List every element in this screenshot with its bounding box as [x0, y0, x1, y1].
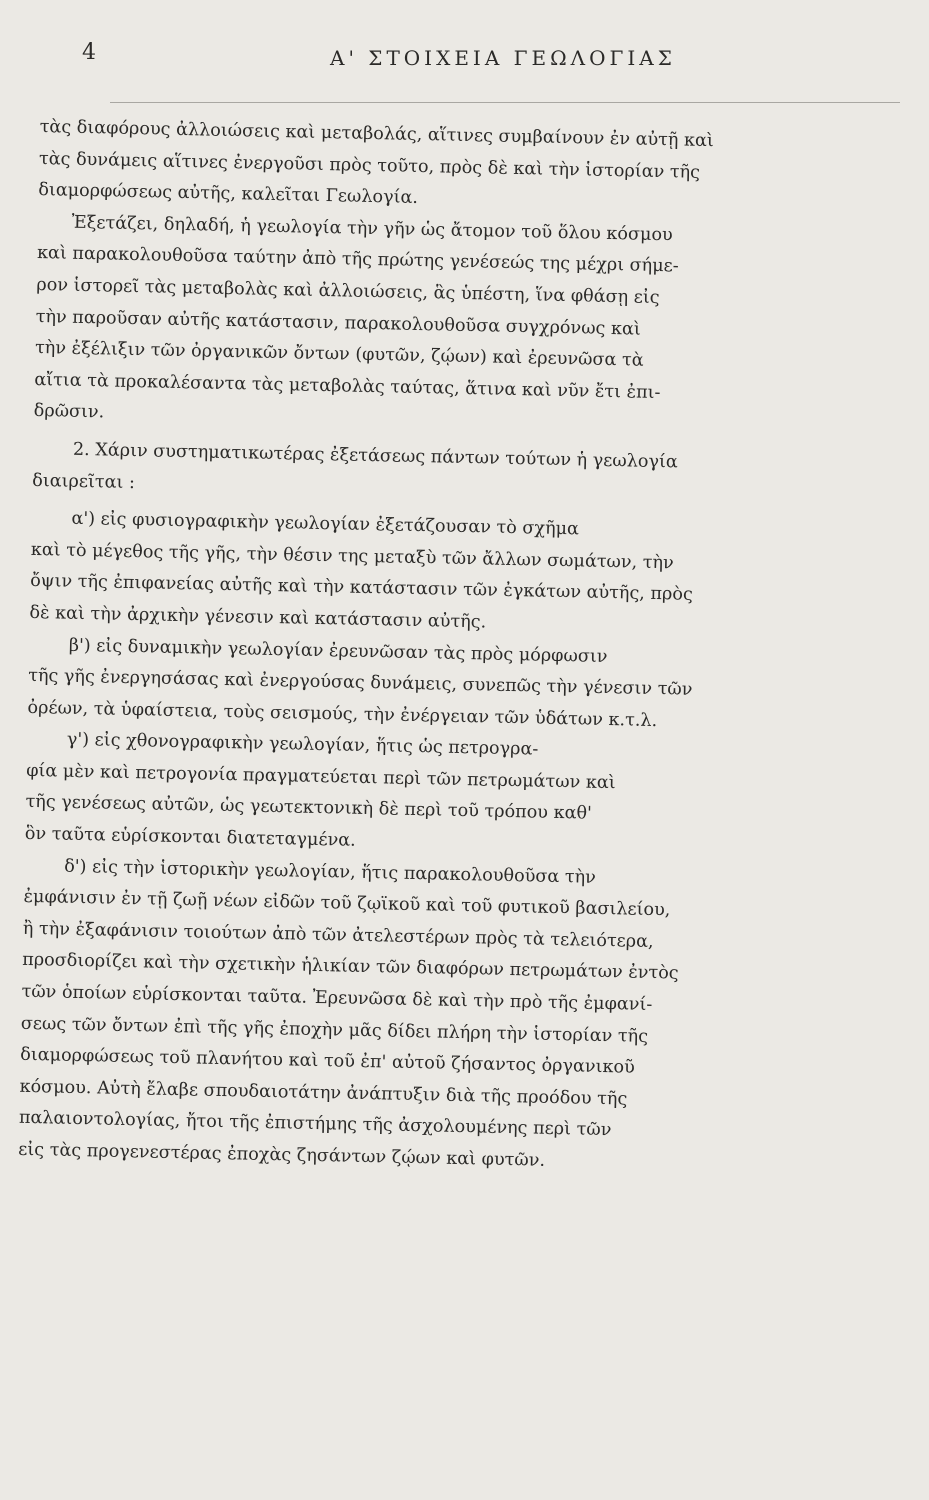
text-line: ὀρέων, τὰ ὑφαίστεια, τοὺς σεισμούς, τὴν ἐνέργειαν τῶν ὑδάτων κ.τ.λ. — [27, 697, 658, 731]
text-line: διαιρεῖται : — [32, 470, 136, 493]
text-line: τὰς διαφόρους ἀλλοιώσεις καὶ μεταβολάς, αἵτινες συμβαίνουν ἐν αὐτῇ καὶ — [39, 116, 714, 152]
body-text — [18, 112, 880, 1184]
text-line: φία μὲν καὶ πετρογονία πραγματεύεται περὶ τῶν πετρωμάτων καὶ — [25, 760, 616, 794]
text-line: Ἐξετάζει, δηλαδή, ἡ γεωλογία τὴν γῆν ὡς ἄτομον τοῦ ὅλου κόσμου — [71, 212, 673, 246]
text-line: τὴν παροῦσαν αὐτῆς κατάστασιν, παρακολουθοῦσα συγχρόνως καὶ — [35, 306, 641, 340]
text-line: προσδιορίζει καὶ τὴν σχετικὴν ἡλικίαν τῶν διαφόρων πετρωμάτων ἐντὸς — [22, 950, 679, 984]
text-line: ἐμφάνισιν ἐν τῇ ζωῇ νέων εἰδῶν τοῦ ζῳϊκοῦ καὶ τοῦ φυτικοῦ βασιλείου, — [23, 887, 671, 921]
text-line: σεως τῶν ὄντων ἐπὶ τῆς γῆς ἐποχὴν μᾶς δίδει πλήρη τὴν ἱστορίαν τῆς — [20, 1013, 649, 1047]
text-line: διαμορφώσεως αὐτῆς, καλεῖται Γεωλογία. — [38, 180, 419, 209]
text-line: α') εἰς φυσιογραφικὴν γεωλογίαν ἐξετάζουσαν τὸ σχῆμα — [71, 508, 580, 540]
text-line: δρῶσιν. — [33, 401, 105, 423]
text-line: αἴτια τὰ προκαλέσαντα τὰς μεταβολὰς ταύτας, ἅτινα καὶ νῦν ἔτι ἐπι- — [34, 369, 661, 403]
text-line: 2. Χάριν συστηματικωτέρας ἐξετάσεως πάντων τούτων ἡ γεωλογία — [72, 439, 678, 473]
text-line: ὄψιν τῆς ἐπιφανείας αὐτῆς καὶ τὴν κατάστασιν τῶν ἐγκάτων αὐτῆς, πρὸς — [29, 571, 694, 606]
text-line: δὲ καὶ τὴν ἀρχικὴν γένεσιν καὶ κατάστασιν αὐτῆς. — [29, 602, 487, 633]
text-line: καὶ τὸ μέγεθος τῆς γῆς, τὴν θέσιν της μεταξὺ τῶν ἄλλων σωμάτων, τὴν — [30, 539, 674, 574]
header-rule — [110, 102, 900, 103]
text-line: τῆς γενέσεως αὐτῶν, ὡς γεωτεκτονικὴ δὲ περὶ τοῦ τρόπου καθ' — [25, 792, 593, 825]
text-line: τὴν ἐξέλιξιν τῶν ὀργανικῶν ὄντων (φυτῶν, ζῴων) καὶ ἐρευνῶσα τὰ — [34, 338, 644, 371]
text-line: β') εἰς δυναμικὴν γεωλογίαν ἐρευνῶσαν τὰς πρὸς μόρφωσιν — [68, 635, 608, 667]
text-line: κόσμου. Αὐτὴ ἔλαβε σπουδαιοτάτην ἀνάπτυξιν διὰ τῆς προόδου τῆς — [19, 1076, 628, 1110]
text-line: ὃν ταῦτα εὑρίσκονται διατεταγμένα. — [24, 823, 356, 851]
text-line: παλαιοντολογίας, ἤτοι τῆς ἐπιστήμης τῆς ἀσχολουμένης περὶ τῶν — [18, 1108, 612, 1141]
text-line: καὶ παρακολουθοῦσα ταύτην ἀπὸ τῆς πρώτης γενέσεώς της μέχρι σήμε- — [36, 243, 679, 277]
text-line: εἰς τὰς προγενεστέρας ἐποχὰς ζησάντων ζῴων καὶ φυτῶν. — [18, 1139, 546, 1171]
running-title: Α' ΣΤΟΙΧΕΙΑ ΓΕΩΛΟΓΙΑΣ — [330, 46, 676, 70]
text-line: τὰς δυνάμεις αἵτινες ἐνεργοῦσι πρὸς τοῦτο, πρὸς δὲ καὶ τὴν ἱστορίαν τῆς — [38, 148, 701, 183]
text-line: διαμορφώσεως τοῦ πλανήτου καὶ τοῦ ἐπ' αὐτοῦ ζήσαντος ὀργανικοῦ — [20, 1045, 635, 1078]
page-header — [0, 40, 929, 80]
page-number: 4 — [82, 40, 96, 65]
text-line: ἢ τὴν ἐξαφάνισιν τοιούτων ἀπὸ τῶν ἀτελεστέρων πρὸς τὰ τελειότερα, — [22, 918, 654, 952]
text-line: ρον ἱστορεῖ τὰς μεταβολὰς καὶ ἀλλοιώσεις, ἃς ὑπέστη, ἵνα φθάσῃ εἰς — [36, 274, 660, 308]
text-line: γ') εἰς χθονογραφικὴν γεωλογίαν, ἥτις ὡς πετρογρα- — [66, 729, 539, 760]
text-line: τῶν ὁποίων εὑρίσκονται ταῦτα. Ἐρευνῶσα δὲ καὶ τὴν πρὸ τῆς ἐμφανί- — [21, 981, 653, 1016]
text-line: τῆς γῆς ἐνεργησάσας καὶ ἐνεργούσας δυνάμεις, συνεπῶς τὴν γένεσιν τῶν — [27, 665, 693, 700]
text-line: δ') εἰς τὴν ἱστορικὴν γεωλογίαν, ἥτις παρακολουθοῦσα τὴν — [63, 856, 597, 888]
